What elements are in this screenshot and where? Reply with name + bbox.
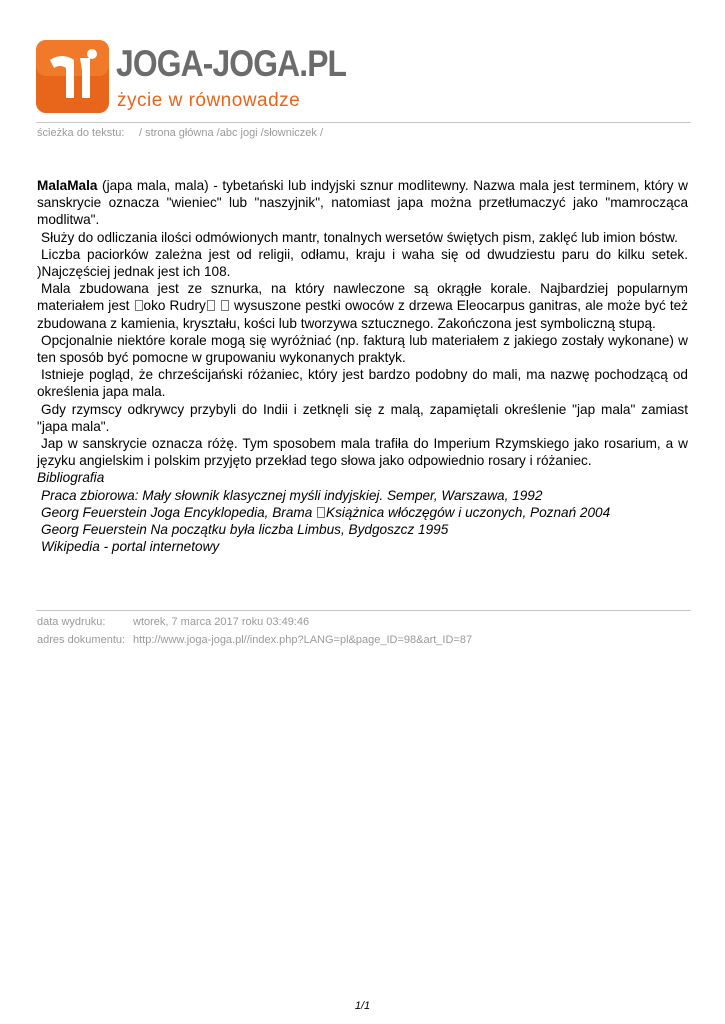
- missing-glyph-icon: [221, 300, 229, 311]
- missing-glyph-icon: [207, 300, 215, 311]
- print-date-value: wtorek, 7 marca 2017 roku 03:49:46: [133, 616, 310, 628]
- breadcrumb-label: ścieżka do tekstu:: [37, 127, 125, 139]
- article-paragraph: MalaMala (japa mala, mala) - tybetański lub indyjski sznur modlitewny. Nazwa mala jest terminem, który w sanskrycie oznacza "wieniec" lub "naszyjnik", natomiast japa można przetłumaczyć jako "mamrocząca modlitwa".: [37, 178, 688, 228]
- article-paragraph: Istnieje pogląd, że chrześcijański różaniec, który jest bardzo podobny do mali, ma nazwę pochodzącą od określenia japa mala.: [37, 367, 688, 400]
- article-paragraph: Opcjonalnie niektóre korale mogą się wyróżniać (np. fakturą lub materiałem z jakiego zostały wykonane) w ten sposób być pomocne w grupowaniu wykonanych praktyk.: [37, 332, 688, 366]
- missing-glyph-icon: [135, 300, 143, 311]
- footer-divider: [36, 610, 691, 611]
- bibliography-item: Georg Feuerstein Na początku była liczba Limbus, Bydgoszcz 1995: [41, 522, 449, 538]
- missing-glyph-icon: [317, 507, 325, 518]
- bibliography-item: Georg Feuerstein Joga Encyklopedia, Brama Książnica włóczęgów i uczonych, Poznań 2004: [41, 504, 611, 520]
- doc-address-label: adres dokumentu:: [37, 634, 126, 646]
- article-paragraph: Liczba paciorków zależna jest od religii, odłamu, kraju i waha się od dwudziestu paru do kilku setek. )Najczęściej jednak jest ich 108.: [37, 246, 688, 280]
- doc-address-link[interactable]: http://www.joga-joga.pl//index.php?LANG=pl&page_ID=98&art_ID=87: [133, 634, 473, 646]
- article-paragraph: Jap w sanskrycie oznacza różę. Tym sposobem mala trafiła do Imperium Rzymskiego jako rosarium, a w języku angielskim i polskim przyjęto przekład tego słowa jako odpowiednio rosary i różaniec.: [37, 436, 688, 469]
- header-divider: [36, 122, 691, 123]
- article-paragraph: Mala zbudowana jest ze sznurka, na który nawleczone są okrągłe korale. Najbardziej popularnym materiałem jest oko Rudry wysuszone pestki owoców z drzewa Eleocarpus ganitras, ale może być też zbudowana z kamienia, kryształu, kości lub tworzywa sztucznego. Zakończona jest symboliczną stupą.: [37, 281, 688, 331]
- article-paragraph: Służy do odliczania ilości odmówionych mantr, tonalnych wersetów świętych pism, zaklęć lub imion bóstw.: [41, 229, 678, 245]
- breadcrumb[interactable]: / strona główna /abc jogi /słowniczek /: [139, 127, 324, 139]
- logo-title: JOGA-JOGA.PL: [116, 43, 347, 84]
- article-body: [37, 177, 688, 555]
- print-date-label: data wydruku:: [37, 616, 106, 628]
- logo-tagline: życie w równowadze: [117, 90, 301, 111]
- logo-icon: [36, 40, 109, 113]
- bibliography-item: Praca zbiorowa: Mały słownik klasycznej myśli indyjskiej. Semper, Warszawa, 1992: [41, 487, 543, 503]
- article-term: MalaMala: [37, 178, 98, 193]
- page-number: 1/1: [354, 1000, 371, 1012]
- bibliography-item: Wikipedia - portal internetowy: [41, 539, 220, 555]
- site-logo[interactable]: [36, 40, 347, 114]
- bibliography-heading: Bibliografia: [37, 470, 105, 486]
- article-paragraph: Gdy rzymscy odkrywcy przybyli do Indii i zetknęli się z malą, zapamiętali określenie "jap mala" zamiast "japa mala".: [37, 401, 688, 434]
